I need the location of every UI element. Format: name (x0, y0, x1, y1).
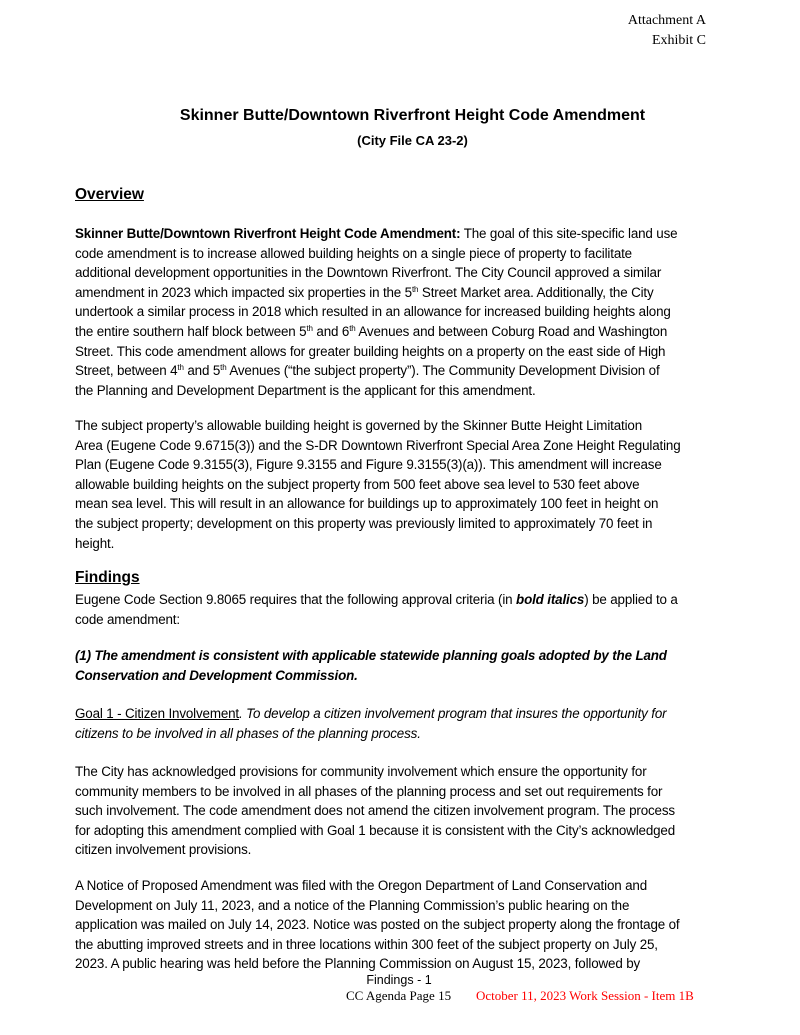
text-run: Skinner Butte/Downtown Riverfront Height Code Amendment: (75, 226, 461, 241)
text-run: such involvement. The code amendment does not amend the citizen involvement program. The process (75, 803, 675, 819)
goal-1-statement (75, 704, 666, 743)
findings-heading: Findings (75, 569, 140, 586)
text-run: th (411, 284, 419, 294)
text-run: additional development opportunities in the Downtown Riverfront. The City Council approved a similar (75, 265, 662, 281)
text-run: . To develop a citizen involvement program that insures the opportunity for (239, 706, 667, 721)
text-line (75, 342, 677, 362)
text-run: Street. This code amendment allows for greater building heights on a property on the east side of High (75, 343, 666, 359)
text-run: the entire southern half block between 5 (75, 323, 307, 339)
text-line (75, 590, 678, 610)
document-subtitle: (City File CA 23-2) (357, 133, 468, 148)
text-line (75, 361, 677, 381)
text-run: Plan (Eugene Code 9.3155(3), Figure 9.3155 and Figure 9.3155(3)(a)). This amendment will increase (75, 457, 662, 473)
text-line (75, 475, 681, 495)
text-line (75, 455, 681, 475)
work-session-label: October 11, 2023 Work Session - Item 1B (476, 988, 694, 1003)
text-run: for adopting this amendment complied with Goal 1 because it is consistent with the City’s acknowledged (75, 822, 676, 838)
text-run: th (349, 323, 356, 333)
text-run: the abutting improved streets and in three locations within 300 feet of the subject property on July 25, (75, 936, 658, 952)
text-run: code amendment: (75, 611, 180, 627)
text-run: Eugene Code Section 9.8065 requires that the following approval criteria (in (75, 592, 517, 607)
text-run: allowable building heights on the subject property from 500 feet above sea level to 530 feet above (75, 476, 640, 492)
exhibit-label: Exhibit C (651, 33, 706, 48)
text-run: Area (Eugene Code 9.6715(3)) and the S-DR Downtown Riverfront Special Area Zone Height Regulating (75, 437, 681, 453)
text-run: The goal of this site-specific land use (460, 226, 678, 241)
text-line (75, 302, 677, 322)
text-run: and 6 (312, 323, 350, 339)
text-run: th (177, 363, 184, 373)
attachment-label: Attachment A (627, 13, 706, 28)
text-line (75, 263, 677, 283)
text-line (75, 666, 667, 686)
text-run: Goal 1 - Citizen Involvement (75, 706, 240, 721)
text-line (75, 436, 681, 456)
text-run: Avenues and between Coburg Road and Washington (355, 323, 668, 339)
text-run: ) be applied to a (584, 592, 678, 607)
text-line (75, 876, 679, 896)
text-run: th (306, 323, 313, 333)
text-line (75, 610, 678, 630)
overview-paragraph-2 (75, 416, 681, 553)
text-run: The City has acknowledged provisions for community involvement which ensure the opportunity for (75, 764, 647, 779)
goal-1-response-paragraph-1 (75, 762, 675, 860)
text-run: citizens to be involved in all phases of the planning process. (75, 725, 421, 741)
attachment-label-block (628, 11, 706, 51)
text-line (75, 896, 679, 916)
text-line (75, 724, 666, 744)
text-line (75, 244, 677, 264)
overview-paragraph-1 (75, 224, 677, 400)
text-line (75, 801, 675, 821)
text-line (75, 840, 675, 860)
findings-intro (75, 590, 678, 629)
page-number: Findings - 1 (366, 973, 432, 987)
criterion-1 (75, 646, 667, 685)
text-line (75, 322, 677, 342)
goal-1-response-paragraph-2 (75, 876, 679, 974)
text-line (75, 224, 677, 244)
text-run: Street, between 4 (75, 363, 178, 379)
text-run: the subject property; development on this property was previously limited to approximately 70 feet in (75, 515, 653, 531)
document-title: Skinner Butte/Downtown Riverfront Height Code Amendment (179, 107, 646, 124)
text-line (75, 915, 679, 935)
text-line (75, 494, 681, 514)
overview-heading: Overview (75, 186, 144, 203)
agenda-page: CC Agenda Page 15 (346, 988, 452, 1003)
text-run: Street Market area. Additionally, the City (418, 284, 654, 300)
text-run: and 5 (183, 363, 221, 379)
text-run: The subject property’s allowable building height is governed by the Skinner Butte Height Limitation (75, 418, 642, 433)
text-run: A Notice of Proposed Amendment was filed with the Oregon Department of Land Conservation and (75, 878, 648, 893)
text-run: Conservation and Development Commission. (75, 667, 358, 683)
text-run: citizen involvement provisions. (75, 842, 252, 858)
text-line (75, 782, 675, 802)
text-line (75, 381, 677, 401)
text-run: application was mailed on July 14, 2023. Notice was posted on the subject property along the frontage of (75, 917, 680, 933)
text-run: th (220, 363, 227, 373)
text-run: 2023. A public hearing was held before the Planning Commission on August 15, 2023, followed by (75, 956, 641, 972)
text-run: Development on July 11, 2023, and a notice of the Planning Commission’s public hearing on the (75, 897, 630, 913)
text-run: (1) The amendment is consistent with applicable statewide planning goals adopted by the Land (75, 648, 667, 663)
text-run: code amendment is to increase allowed building heights on a single piece of property to facilitate (75, 245, 632, 261)
text-line (75, 514, 681, 534)
text-run: mean sea level. This will result in an allowance for buildings up to approximately 100 feet in height on (75, 496, 659, 512)
text-line (75, 646, 667, 666)
text-line (75, 954, 679, 974)
text-run: undertook a similar process in 2018 which resulted in an allowance for increased building heights along (75, 304, 671, 320)
text-run: height. (75, 535, 115, 551)
text-run: the Planning and Development Department is the applicant for this amendment. (75, 382, 536, 398)
text-line (75, 416, 681, 436)
text-run: amendment in 2023 which impacted six properties in the 5 (75, 284, 412, 300)
text-run: bold italics (516, 592, 585, 607)
text-run: Avenues (“the subject property”). The Community Development Division of (226, 363, 660, 379)
text-line (75, 704, 666, 724)
text-line (75, 821, 675, 841)
text-run: community members to be involved in all phases of the planning process and set out requirements for (75, 783, 663, 799)
text-line (75, 534, 681, 554)
text-line (75, 283, 677, 303)
text-line (75, 935, 679, 955)
text-line (75, 762, 675, 782)
